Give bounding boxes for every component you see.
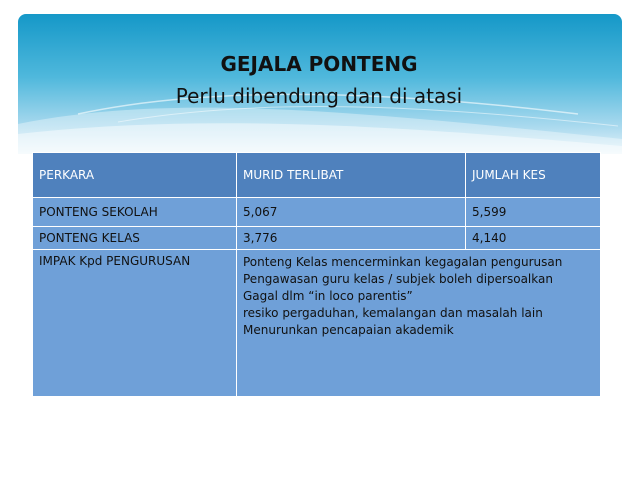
- table-row: [33, 227, 601, 250]
- table-row-impact: [33, 250, 601, 397]
- cell-impact-label: IMPAK Kpd PENGURUSAN: [33, 250, 237, 397]
- table-header-row: [33, 153, 601, 198]
- impact-line: Menurunkan pencapaian akademik: [243, 323, 454, 337]
- cell-perkara: PONTENG SEKOLAH: [33, 198, 237, 227]
- impact-line: Gagal dlm “in loco parentis”: [243, 289, 413, 303]
- slide-title: GEJALA PONTENG: [220, 52, 418, 76]
- header-murid-terlibat: MURID TERLIBAT: [237, 153, 466, 198]
- slide-subtitle: Perlu dibendung dan di atasi: [175, 84, 463, 108]
- cell-kes: 4,140: [466, 227, 601, 250]
- table-row: [33, 198, 601, 227]
- impact-line: Ponteng Kelas mencerminkan kegagalan pengurusan: [243, 255, 563, 269]
- truancy-table: [32, 152, 601, 397]
- cell-murid: 5,067: [237, 198, 466, 227]
- header-jumlah-kes: JUMLAH KES: [466, 153, 601, 198]
- impact-line: Pengawasan guru kelas / subjek boleh dipersoalkan: [243, 272, 553, 286]
- header-perkara: PERKARA: [33, 153, 237, 198]
- cell-impact-list: [237, 250, 601, 397]
- cell-kes: 5,599: [466, 198, 601, 227]
- impact-line: resiko pergaduhan, kemalangan dan masalah lain: [243, 306, 543, 320]
- cell-perkara: PONTENG KELAS: [33, 227, 237, 250]
- cell-murid: 3,776: [237, 227, 466, 250]
